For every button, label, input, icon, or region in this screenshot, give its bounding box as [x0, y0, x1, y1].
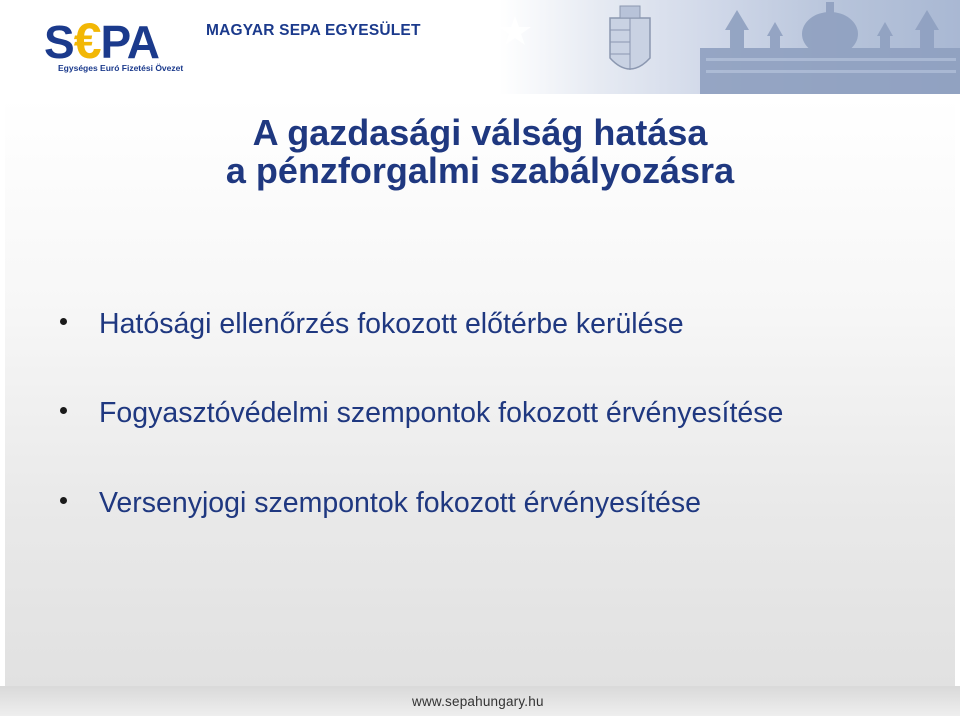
slide-title-line-2: a pénzforgalmi szabályozásra	[225, 150, 735, 191]
euro-sign-icon: €	[73, 13, 101, 69]
bullet-dot-icon	[60, 318, 67, 325]
bullet-text: Fogyasztóvédelmi szempontok fokozott érvényesítése	[99, 397, 784, 429]
bullet-item	[60, 308, 684, 341]
slide-title-line-1: A gazdasági válság hatása	[252, 112, 708, 153]
bullet-dot-icon	[60, 407, 67, 414]
footer-url-link[interactable]: www.sepahungary.hu	[412, 694, 544, 709]
bullet-item	[60, 487, 701, 520]
footer	[0, 686, 960, 716]
bullet-dot-icon	[60, 497, 67, 504]
bullet-text: Versenyjogi szempontok fokozott érvényesítése	[99, 487, 701, 519]
logo-letters-pa: PA	[100, 16, 159, 68]
logo-letter-s: S	[44, 16, 74, 68]
logo-tagline: Egységes Euró Fizetési Övezet	[58, 63, 184, 73]
bullet-item	[60, 397, 783, 430]
organization-name: MAGYAR SEPA EGYESÜLET	[206, 22, 421, 39]
bullet-text: Hatósági ellenőrzés fokozott előtérbe kerülése	[99, 308, 684, 340]
